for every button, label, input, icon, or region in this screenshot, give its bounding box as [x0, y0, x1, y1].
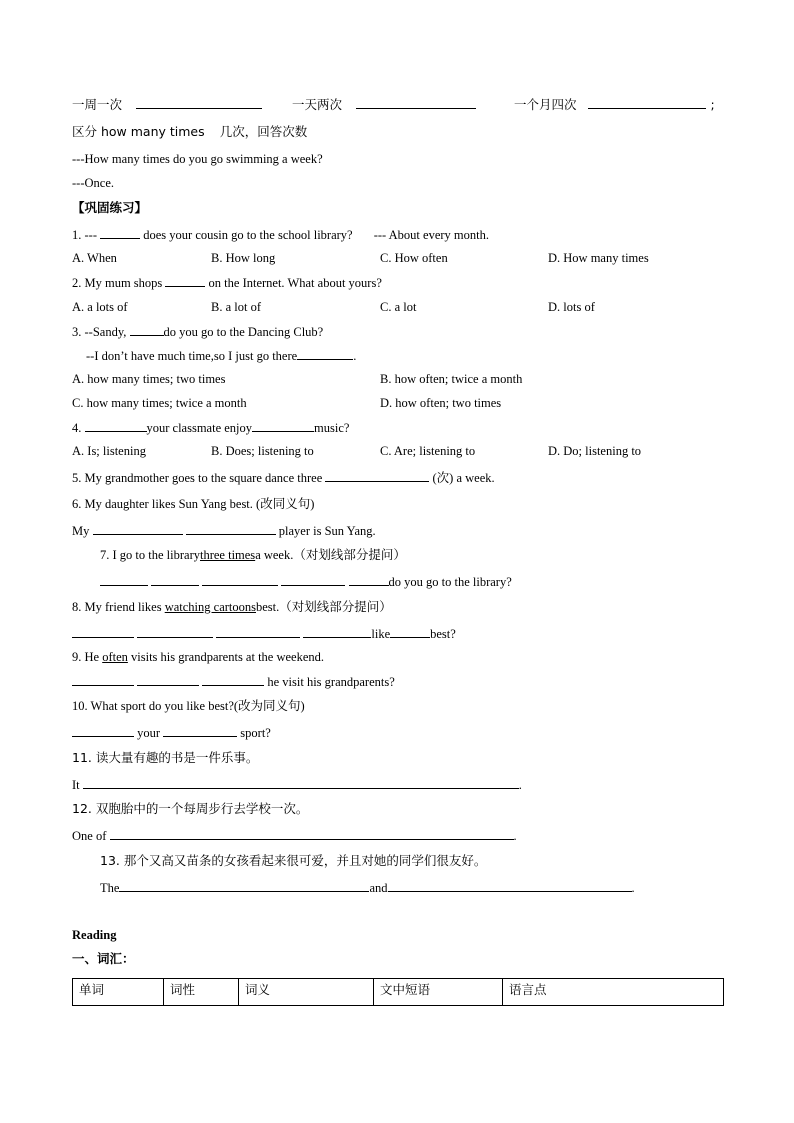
blank: [388, 879, 632, 892]
freq-once-week: 一周一次: [72, 97, 123, 112]
q7-answer-end: do you go to the library?: [388, 575, 512, 589]
q9-text-a: 9. He: [72, 650, 100, 664]
q3-line2: [86, 347, 356, 364]
q3-line2-end: .: [353, 349, 357, 363]
blank: [216, 625, 300, 638]
q13-and: and: [369, 881, 388, 895]
q4-text-b: your classmate enjoy: [146, 421, 253, 435]
q9-text-b: visits his grandparents at the weekend.: [131, 650, 325, 664]
q8-answer: [72, 625, 456, 642]
header-meaning: 词义: [239, 979, 374, 1006]
q1-reply: --- About every month.: [373, 228, 489, 242]
q8-best: best?: [430, 627, 456, 641]
q10-your: your: [137, 726, 161, 740]
q6-answer: [72, 522, 376, 539]
q8-stem: [72, 599, 392, 615]
blank: [202, 573, 278, 586]
q8-text-b: best.（对划线部分提问）: [256, 600, 392, 614]
q12-answer: [72, 827, 517, 844]
q11-start: It: [72, 778, 80, 792]
vocab-title: 一、词汇：: [72, 951, 135, 966]
blank: [137, 673, 199, 686]
q11-answer: [72, 776, 522, 793]
q3-option-d: D. how often; two times: [380, 396, 502, 410]
q1-option-d: D. How many times: [548, 251, 649, 265]
q3-text-a: 3. --Sandy,: [72, 325, 127, 339]
q7-text-a: 7. I go to the library: [100, 548, 200, 562]
freq-line: [72, 96, 715, 113]
q2-option-a: A. a lots of: [72, 300, 128, 314]
q1-num: 1. ---: [72, 228, 97, 242]
vocab-table: [72, 978, 724, 1006]
q9-answer-end: he visit his grandparents?: [267, 675, 395, 689]
freq-twice-day: 一天两次: [291, 97, 342, 112]
blank: [110, 827, 514, 840]
blank: [165, 274, 205, 287]
q3-option-c: C. how many times; twice a month: [72, 396, 247, 410]
q8-underlined: watching cartoons: [164, 600, 256, 614]
q4-num: 4.: [72, 421, 82, 435]
vocab-header-row: [73, 979, 724, 1006]
q2-text-a: 2. My mum shops: [72, 276, 163, 290]
q7-stem: [100, 547, 406, 563]
q13-end: .: [631, 881, 635, 895]
blank: [390, 625, 430, 638]
blank: [349, 573, 389, 586]
distinguish-note: 几次，回答次数: [219, 124, 308, 139]
freq-four-month: 一个月四次: [513, 97, 577, 112]
blank: [186, 522, 276, 535]
header-phrase: 文中短语: [374, 979, 503, 1006]
reading-title: Reading: [72, 928, 117, 942]
blank: [72, 724, 134, 737]
blank: [202, 673, 264, 686]
q8-text-a: 8. My friend likes: [72, 600, 162, 614]
q2-stem: [72, 274, 382, 291]
blank: [100, 573, 148, 586]
blank: [136, 96, 262, 109]
q6-start: My: [72, 524, 90, 538]
dialog-question: ---How many times do you go swimming a week?: [72, 152, 323, 166]
blank: [130, 323, 164, 336]
q10-answer: [72, 724, 271, 741]
q13-answer: [100, 879, 635, 896]
q9-stem: [72, 649, 324, 665]
q4-option-b: B. Does; listening to: [211, 444, 314, 458]
q10-stem: 10. What sport do you like best?(改为同义句): [72, 699, 305, 713]
q2-option-b: B. a lot of: [211, 300, 261, 314]
q12-end: .: [513, 829, 517, 843]
blank: [85, 419, 147, 432]
q4-option-d: D. Do; listening to: [548, 444, 642, 458]
q7-text-b: a week.（对划线部分提问）: [255, 548, 406, 562]
q7-underlined: three times: [199, 548, 256, 562]
distinguish-line: [72, 124, 307, 140]
q10-sport: sport?: [240, 726, 271, 740]
q4-text-c: music?: [314, 421, 350, 435]
q13-stem: 13. 那个又高又苗条的女孩看起来很可爱，并且对她的同学们很友好。: [100, 853, 487, 868]
q6-stem: 6. My daughter likes Sun Yang best. (改同义句): [72, 497, 315, 511]
q12-start: One of: [72, 829, 107, 843]
blank: [151, 573, 199, 586]
dialog-answer: ---Once.: [72, 176, 114, 190]
q11-end: .: [518, 778, 522, 792]
q2-option-c: C. a lot: [380, 300, 417, 314]
blank: [83, 776, 519, 789]
q2-option-d: D. lots of: [548, 300, 595, 314]
header-language-point: 语言点: [503, 979, 724, 1006]
q3-stem: [72, 323, 323, 340]
blank: [137, 625, 213, 638]
blank: [72, 625, 134, 638]
q4-option-c: C. Are; listening to: [380, 444, 476, 458]
q1-text: does your cousin go to the school library?: [143, 228, 353, 242]
q8-like: like: [371, 627, 391, 641]
blank: [252, 419, 314, 432]
distinguish-text: 区分 how many times: [72, 124, 205, 139]
q9-underlined: often: [102, 650, 128, 664]
q5-stem: [72, 469, 495, 486]
blank: [588, 96, 706, 109]
blank: [163, 724, 237, 737]
q6-end: player is Sun Yang.: [278, 524, 376, 538]
q3-option-a: A. how many times; two times: [72, 372, 226, 386]
q1-option-c: C. How often: [380, 251, 448, 265]
q5-text-b: (次) a week.: [432, 471, 495, 485]
q3-line2-text: --I don’t have much time,so I just go there: [86, 349, 298, 363]
q1-stem: [72, 226, 489, 243]
blank: [297, 347, 353, 360]
q11-stem: 11. 读大量有趣的书是一件乐事。: [72, 750, 259, 765]
blank: [100, 226, 140, 239]
q1-option-b: B. How long: [211, 251, 276, 265]
q12-stem: 12. 双胞胎中的一个每周步行去学校一次。: [72, 801, 309, 816]
blank: [119, 879, 369, 892]
q1-option-a: A. When: [72, 251, 117, 265]
blank: [72, 673, 134, 686]
blank: [303, 625, 371, 638]
q4-option-a: A. Is; listening: [72, 444, 146, 458]
blank: [93, 522, 183, 535]
header-word: 单词: [73, 979, 164, 1006]
section-practice: 【巩固练习】: [72, 200, 148, 215]
q7-answer: [100, 573, 512, 590]
q13-start: The: [100, 881, 120, 895]
blank: [325, 469, 429, 482]
q3-text-b: do you go to the Dancing Club?: [163, 325, 324, 339]
blank: [356, 96, 476, 109]
header-pos: 词性: [164, 979, 239, 1006]
q5-text-a: 5. My grandmother goes to the square dance three: [72, 471, 323, 485]
q4-stem: [72, 419, 349, 436]
q9-answer: [72, 673, 395, 690]
freq-end: ;: [710, 97, 715, 112]
q3-option-b: B. how often; twice a month: [380, 372, 523, 386]
q2-text-b: on the Internet. What about yours?: [208, 276, 382, 290]
blank: [281, 573, 345, 586]
